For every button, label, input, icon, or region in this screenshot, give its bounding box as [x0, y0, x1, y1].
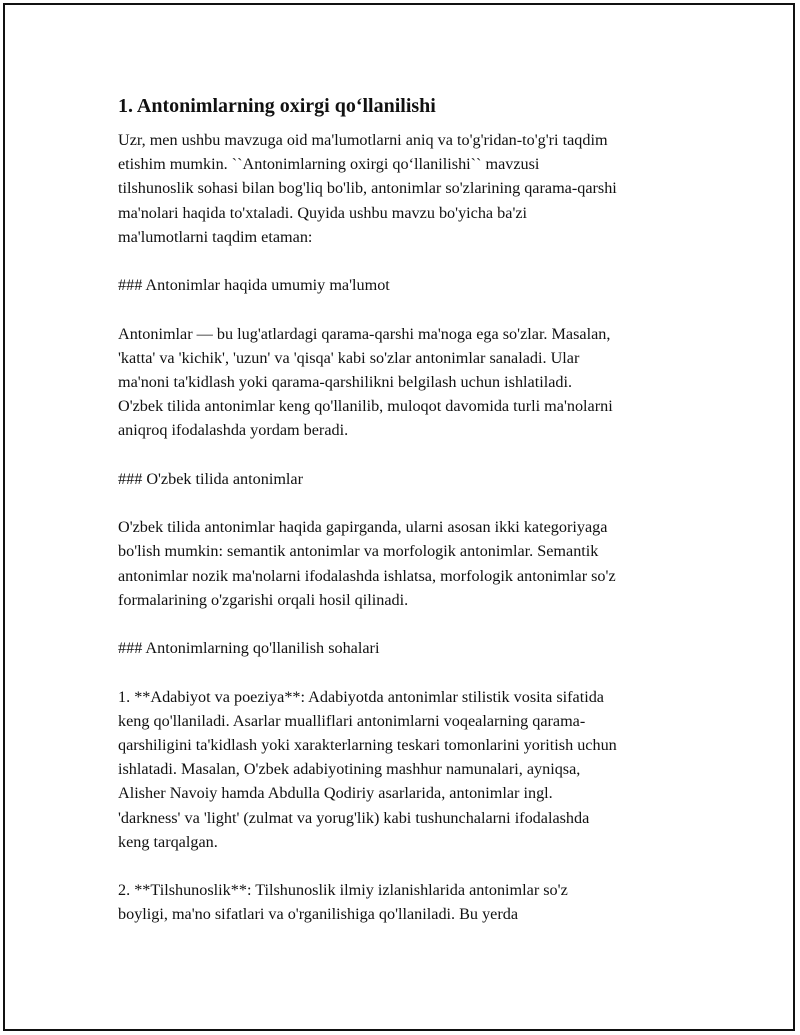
usage-item-literature [118, 685, 688, 854]
document-title: 1. Antonimlarning oxirgi qo‘llanilishi [118, 95, 436, 117]
uzbek-antonyms-paragraph [118, 515, 688, 612]
section-heading-general [118, 273, 688, 297]
text-line: ma'nolari haqida to'xtaladi. Quyida ushbu mavzu bo'yicha ba'zi [118, 203, 528, 222]
text-line: formalarining o'zgarishi orqali hosil qilinadi. [118, 590, 409, 609]
intro-paragraph [118, 128, 688, 249]
text-line: keng qo'llaniladi. Asarlar mualliflari antonimlarni voqealarning qarama- [118, 711, 586, 730]
text-line: 'katta' va 'kichik', 'uzun' va 'qisqa' kabi so'zlar antonimlar sanaladi. Ular [118, 348, 580, 367]
section-heading-uzbek [118, 467, 688, 491]
usage-item-linguistics [118, 878, 688, 926]
text-line: O'zbek tilida antonimlar haqida gapirganda, ularni asosan ikki kategoriyaga [118, 518, 608, 537]
text-line: boyligi, ma'no sifatlari va o'rganilishiga qo'llaniladi. Bu yerda [118, 905, 519, 924]
text-line: tilshunoslik sohasi bilan bog'liq bo'lib, antonimlar so'zlarining qarama-qarshi [118, 179, 617, 198]
section-heading-usage [118, 636, 688, 660]
text-line: aniqroq ifodalashda yordam beradi. [118, 421, 349, 440]
text-line: Antonimlar — bu lug'atlardagi qarama-qarshi ma'noga ega so'zlar. Masalan, [118, 324, 611, 343]
document-body [118, 92, 688, 951]
text-line: ### O'zbek tilida antonimlar [118, 469, 303, 488]
text-line: ishlatadi. Masalan, O'zbek adabiyotining mashhur namunalari, ayniqsa, [118, 760, 581, 779]
text-line: ma'lumotlarni taqdim etaman: [118, 227, 313, 246]
text-line: ### Antonimlarning qo'llanilish sohalari [118, 639, 380, 658]
text-line: antonimlar nozik ma'nolarni ifodalashda ishlatsa, morfologik antonimlar so'z [118, 566, 616, 585]
text-line: keng tarqalgan. [118, 832, 218, 851]
text-line: ### Antonimlar haqida umumiy ma'lumot [118, 276, 390, 295]
text-line: Alisher Navoiy hamda Abdulla Qodiriy asarlarida, antonimlar ingl. [118, 784, 553, 803]
general-info-paragraph [118, 322, 688, 443]
text-line: O'zbek tilida antonimlar keng qo'llanilib, muloqot davomida turli ma'nolarni [118, 397, 613, 416]
text-line: 2. **Tilshunoslik**: Tilshunoslik ilmiy izlanishlarida antonimlar so'z [118, 881, 568, 900]
text-line: 'darkness' va 'light' (zulmat va yorug'lik) kabi tushunchalarni ifodalashda [118, 808, 590, 827]
text-line: bo'lish mumkin: semantik antonimlar va morfologik antonimlar. Semantik [118, 542, 599, 561]
text-line: 1. **Adabiyot va poeziya**: Adabiyotda antonimlar stilistik vosita sifatida [118, 687, 604, 706]
text-line: etishim mumkin. ``Antonimlarning oxirgi qo‘llanilishi`` mavzusi [118, 155, 540, 174]
text-line: Uzr, men ushbu mavzuga oid ma'lumotlarni aniq va to'g'ridan-to'g'ri taqdim [118, 131, 608, 149]
text-line: qarshiligini ta'kidlash yoki xarakterlarning teskari tomonlarini yoritish uchun [118, 735, 617, 754]
text-line: ma'noni ta'kidlash yoki qarama-qarshilikni belgilash uchun ishlatiladi. [118, 373, 573, 391]
